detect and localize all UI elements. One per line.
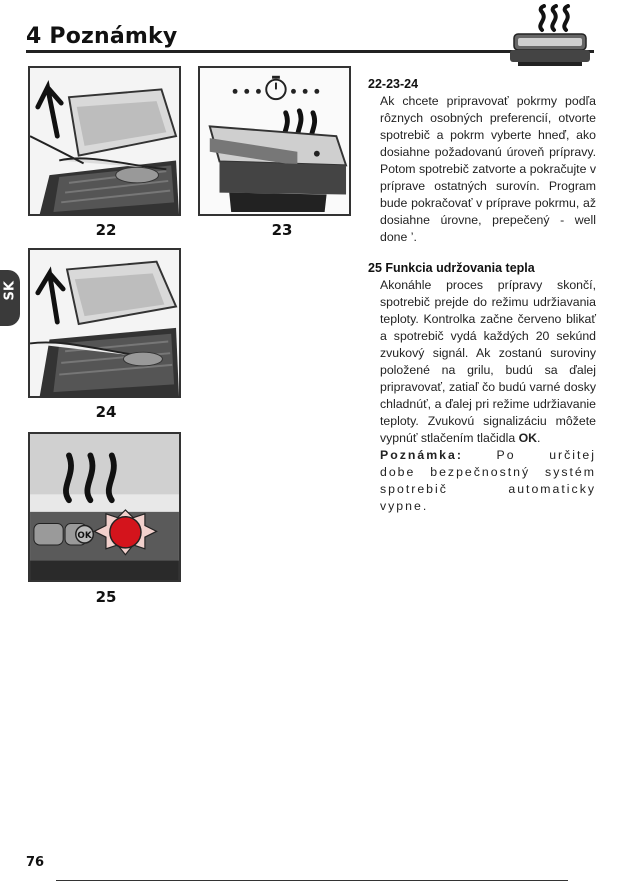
keep-warm-end: . — [537, 431, 541, 445]
note-paragraph — [368, 447, 596, 515]
figure-25-label: 25 — [95, 588, 117, 606]
keep-warm-indicator-illustration — [30, 434, 179, 580]
figure-22-label: 22 — [95, 221, 117, 239]
page-title: 4 Poznámky — [26, 24, 178, 49]
section-heading-keep-warm: 25 Funkcia udržovania tepla — [368, 261, 535, 275]
keep-warm-text: Akonáhle proces prípravy skončí, spotrebič prejde do režimu udržiavania teploty. Kontrolka začne červeno blikať a spotrebič vydá každých 20 sekúnd zvukový signál. Ak zostanú suroviny položené na grilu, budú sa ďalej pripravovať, zatiaľ čo budú varné dosky chladnúť, a ďalej pri režime udržiavanie teploty. Zvukovú signalizáciu môžete vypnúť stlačením tlačidla — [380, 278, 596, 445]
figure-23 — [198, 66, 351, 216]
ok-button-label: OK — [77, 531, 92, 542]
figure-24-label: 24 — [95, 403, 117, 421]
grill-closed-cooking-illustration — [200, 68, 349, 214]
language-code: SK — [2, 281, 18, 301]
language-tab — [0, 270, 20, 326]
grill-steam-icon — [504, 4, 594, 70]
figure-25 — [28, 432, 181, 582]
figure-22 — [28, 66, 181, 216]
footer-rule — [56, 880, 568, 881]
note-label: Poznámka: — [380, 448, 463, 462]
page-number: 76 — [26, 855, 45, 870]
instructions-column — [368, 76, 596, 515]
ok-reference: OK — [518, 431, 538, 445]
grill-open-remove-food-illustration — [30, 68, 179, 214]
figure-24 — [28, 248, 181, 398]
section-body-keep-warm — [368, 277, 596, 447]
grill-open-continue-cooking-illustration — [30, 250, 179, 396]
note-body: Po určitej dobe bezpečnostný systém spotrebič automaticky vypne. — [380, 448, 597, 513]
section-body-22-24: Ak chcete pripravovať pokrmy podľa rôznych osobných preferencií, otvorte spotrebič a pokrm vyberte hneď, ako dosiahne požadovanú úroveň prípravy. Potom spotrebič zatvorte a pokračujte v príprave ostatných surovín. Program bude pokračovať v príprave pokrmu, až dosiahne úrovne, prepečený - well done ’. — [380, 94, 596, 244]
section-heading-22-24: 22-23-24 — [368, 77, 419, 91]
figure-23-label: 23 — [271, 221, 293, 239]
